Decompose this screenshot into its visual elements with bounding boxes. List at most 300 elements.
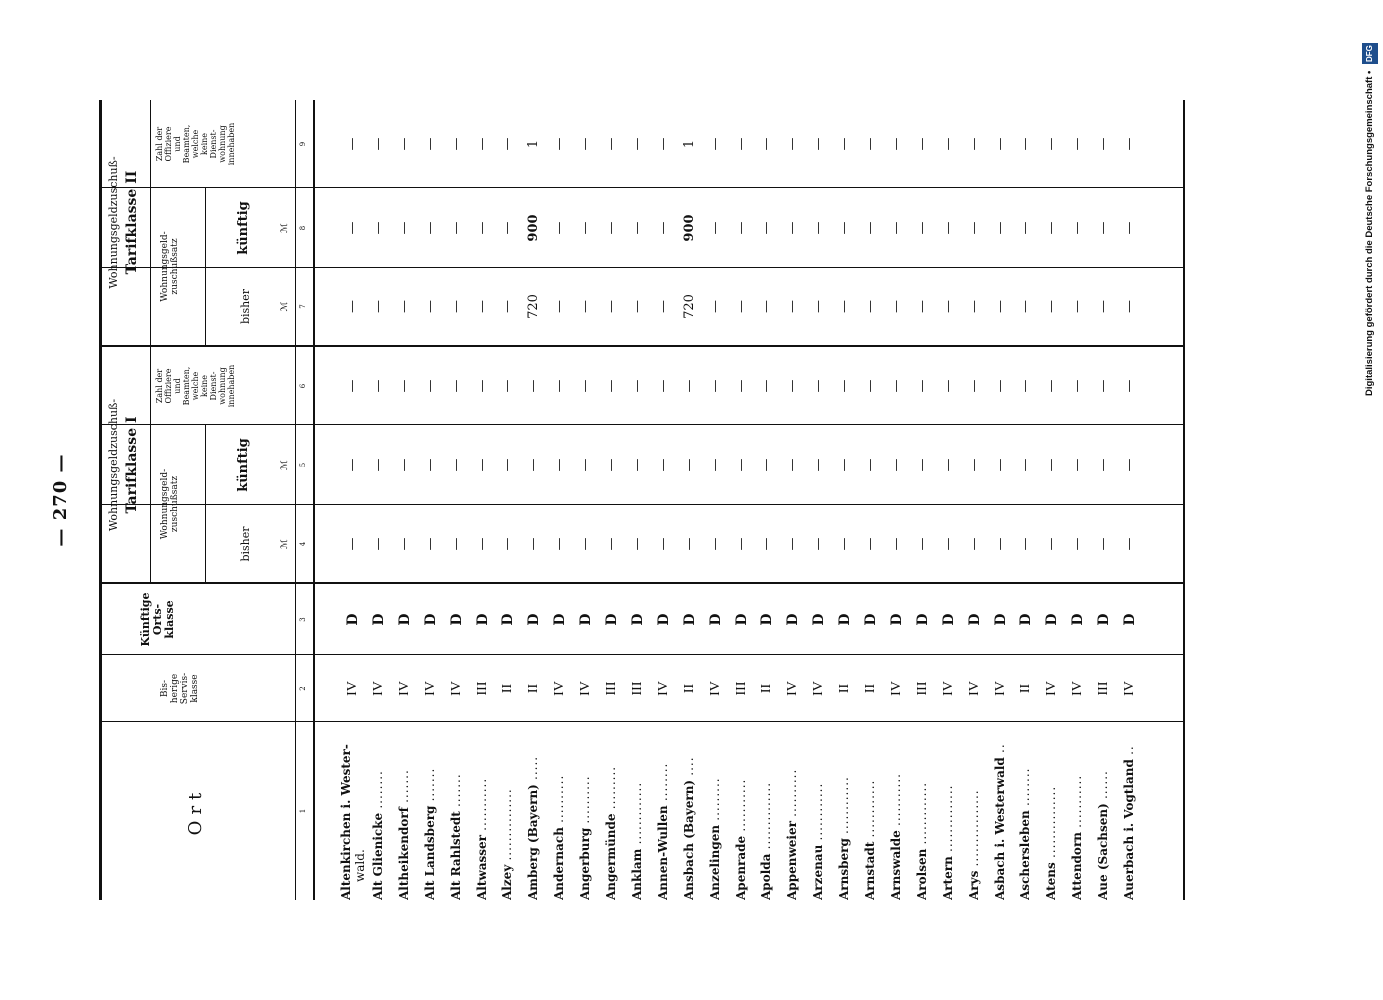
row-bisherige-klasse: IV (370, 681, 386, 696)
row-ort (397, 725, 411, 900)
colnum-4: 4 (299, 541, 307, 547)
row-t2-kuenftig-dash: — (863, 221, 878, 235)
row-t1-kuenftig-dash: — (655, 458, 671, 472)
row-ort-text: Angermünde (604, 813, 618, 900)
row-bisherige-klasse: II (500, 683, 516, 694)
row-t1-zahl-dash: — (785, 379, 801, 393)
row-ort-text: Altwasser (474, 835, 489, 900)
row-kuenftige-klasse: D (837, 613, 854, 626)
colnum-rule (295, 100, 296, 900)
row-t1-kuenftig-dash: — (526, 458, 542, 472)
row-t1-kuenftig-dash: — (1018, 458, 1034, 472)
row-t1-kuenftig-dash: — (863, 458, 878, 472)
row-bisherige-klasse: IV (422, 681, 438, 696)
row-leader-dots: ......... (604, 765, 618, 810)
row-leader-dots: ....... (396, 769, 411, 803)
row-t1-zahl-dash: — (914, 379, 930, 393)
colnum-1: 1 (299, 808, 307, 814)
row-ort-text: Alzey (500, 864, 515, 900)
row-t1-bisher-dash: — (914, 537, 930, 551)
row-leader-dots: .......... (578, 775, 593, 824)
row-t1-kuenftig-dash: — (888, 458, 904, 472)
row-t2-zahl-dash: — (1070, 137, 1086, 151)
row-t1-bisher-dash: — (422, 537, 438, 551)
row-kuenftige-klasse: D (629, 613, 646, 626)
row-kuenftige-klasse: D (707, 613, 724, 626)
row-t2-kuenftig-dash: — (422, 221, 438, 235)
row-t2-zahl-dash: — (707, 137, 723, 151)
row-t1-zahl-dash: — (448, 379, 464, 393)
row-ort (449, 725, 463, 900)
row-ort-text: Anzelingen (707, 824, 722, 900)
row-leader-dots: .......... (785, 768, 800, 817)
row-t2-bisher-dash: — (914, 300, 930, 313)
row-kuenftige-klasse: D (422, 613, 439, 626)
row-bisherige-klasse: IV (1122, 681, 1137, 696)
row-bisherige-klasse: III (474, 681, 490, 696)
row-t2-bisher-dash: — (655, 300, 671, 313)
row-t1-bisher-dash: — (500, 537, 516, 551)
row-t1-bisher-dash: — (448, 537, 464, 551)
row-ort-text: Atens (1044, 862, 1059, 900)
row-ort (682, 725, 696, 900)
row-t2-bisher-dash: — (940, 300, 956, 313)
row-t2-zahl-dash: — (811, 137, 827, 151)
row-bisherige-klasse: III (733, 681, 749, 696)
row-kuenftige-klasse: D (396, 613, 413, 626)
row-t1-kuenftig-dash: — (448, 458, 464, 472)
row-t2-kuenftig-dash: — (1070, 221, 1086, 235)
row-t1-zahl-dash: — (1018, 379, 1034, 393)
row-t1-zahl-dash: — (992, 379, 1008, 393)
row-t1-kuenftig-dash: — (345, 458, 360, 472)
row-ort (863, 725, 877, 900)
subhdr-rule-2 (205, 425, 206, 583)
row-t1-kuenftig-dash: — (811, 458, 827, 472)
row-t1-zahl-dash: — (707, 379, 723, 393)
row-t1-kuenftig-dash: — (552, 458, 568, 472)
row-ort (759, 725, 773, 900)
subhdr-rule-4 (205, 188, 206, 345)
row-t2-zahl-dash: — (837, 137, 853, 151)
row-kuenftige-klasse: D (474, 613, 491, 626)
row-t1-bisher-dash: — (1070, 537, 1086, 551)
row-ort-text: Appenweier (785, 821, 800, 900)
row-bisherige-klasse: IV (396, 681, 412, 696)
row-t2-zahl-dash: — (655, 137, 671, 151)
row-t1-bisher-dash: — (604, 537, 619, 551)
row-bisherige-klasse: IV (655, 681, 671, 696)
row-t2-kuenftig-dash: — (888, 221, 904, 235)
row-t1-zahl-dash: — (811, 379, 827, 393)
row-ort (578, 725, 592, 900)
row-ort (941, 725, 955, 900)
header-bisherige-klasse: Bis- herige Servis- klasse (160, 672, 200, 705)
row-t2-bisher-dash: — (422, 300, 438, 313)
row-t1-kuenftig-dash: — (370, 458, 386, 472)
row-t1-zahl-dash: — (370, 379, 386, 393)
row-kuenftige-klasse: D (370, 613, 387, 626)
row-t2-zahl-dash: — (396, 137, 412, 151)
row-t2-kuenftig-dash: — (500, 221, 516, 235)
row-ort (604, 725, 618, 900)
row-ort (630, 725, 644, 900)
side-note (1362, 6, 1378, 396)
row-t2-zahl-dash: — (992, 137, 1008, 151)
row-t1-zahl-dash: — (655, 379, 671, 393)
group1-sub: Tarifklasse I (124, 416, 140, 514)
row-bisherige-klasse: II (837, 683, 853, 694)
row-t1-bisher-dash: — (811, 537, 827, 551)
row-t1-kuenftig-dash: — (707, 458, 723, 472)
row-bisherige-klasse: III (629, 681, 645, 696)
row-t1-zahl-dash: — (940, 379, 956, 393)
row-t2-bisher: 720 (526, 294, 542, 319)
row-t2-kuenftig-dash: — (655, 221, 671, 235)
subhdr-rule-3 (150, 100, 151, 345)
group2-title: Wohnungsgeldzuschuß- (107, 156, 120, 289)
row-t1-kuenftig-dash: — (604, 458, 619, 472)
row-ort-text: Arys (966, 870, 981, 900)
row-t2-bisher-dash: — (604, 300, 619, 313)
row-t1-bisher-dash: — (940, 537, 956, 551)
colnum-3: 3 (299, 617, 307, 622)
row-t2-bisher-dash: — (837, 300, 853, 313)
group2-zahl: Zahl der Offiziere und Beamten, welche keine Dienst- wohnung innehaben (155, 122, 236, 166)
unit-4: ℳ (280, 539, 290, 549)
row-leader-dots: ............. (914, 781, 929, 845)
row-t2-kuenftig-dash: — (992, 221, 1008, 235)
row-t2-zahl-dash: — (1096, 137, 1112, 151)
row-bisherige-klasse: IV (345, 681, 360, 696)
colnum-9: 9 (299, 141, 307, 147)
row-t1-bisher-dash: — (1096, 537, 1112, 551)
row-leader-dots: ............ (837, 776, 852, 834)
row-t2-zahl-dash: — (785, 137, 801, 151)
row-t1-kuenftig-dash: — (759, 458, 775, 472)
row-ort-text: Ansbach (Bayern) (681, 779, 696, 900)
row-bisherige-klasse: IV (448, 681, 464, 696)
row-t2-zahl: 1 (681, 139, 697, 149)
row-ort-text: Attendorn (1070, 832, 1085, 900)
row-ort (1044, 725, 1058, 900)
row-ort (708, 725, 722, 900)
row-t2-kuenftig-dash: — (578, 221, 594, 235)
row-t2-bisher-dash: — (1044, 300, 1060, 313)
row-ort-text: Annen-Wullen (655, 805, 670, 900)
row-t2-kuenftig: 900 (526, 214, 542, 242)
row-kuenftige-klasse: D (966, 613, 983, 626)
row-ort-text: Asbach i. Westerwald (992, 757, 1007, 900)
row-t1-kuenftig-dash: — (500, 458, 516, 472)
row-leader-dots: ............... (1044, 785, 1059, 859)
row-ort-text: Auerbach i. Vogtland (1122, 759, 1136, 900)
row-t1-kuenftig-dash: — (1096, 458, 1112, 472)
row-leader-dots: ....... (448, 773, 463, 808)
header-ort: Ort (185, 786, 206, 836)
row-t1-zahl-dash: — (345, 379, 360, 393)
row-ort (526, 725, 540, 900)
row-kuenftige-klasse: D (914, 613, 931, 626)
row-bisherige-klasse: IV (940, 681, 956, 696)
row-bisherige-klasse: II (526, 683, 542, 694)
row-ort (371, 725, 385, 900)
row-kuenftige-klasse: D (733, 613, 750, 626)
row-t2-kuenftig-dash: — (707, 221, 723, 235)
group2-kuenftig: künftig (236, 201, 251, 255)
side-note-text: Digitalisierung gefördert durch die Deutsche Forschungsgemeinschaft • (1364, 70, 1375, 396)
row-t1-zahl-dash: — (578, 379, 594, 393)
row-ort-text: Arnsberg (837, 838, 852, 900)
row-kuenftige-klasse: D (604, 613, 620, 626)
row-t1-bisher-dash: — (655, 537, 671, 551)
row-t2-bisher-dash: — (1096, 300, 1112, 313)
group2-sub: Tarifklasse II (124, 170, 140, 275)
row-ort (1070, 725, 1084, 900)
row-bisherige-klasse: IV (1044, 681, 1060, 696)
row-leader-dots: ........... (733, 778, 748, 832)
row-t2-bisher: 720 (681, 294, 697, 319)
row-leader-dots: ....... (422, 767, 437, 802)
row-t1-kuenftig-dash: — (992, 458, 1008, 472)
row-ort (656, 725, 670, 900)
row-t1-zahl-dash: — (759, 379, 775, 393)
row-bisherige-klasse: IV (578, 681, 594, 696)
row-ort (500, 725, 514, 900)
row-t1-kuenftig-dash: — (1122, 458, 1137, 472)
row-t1-bisher-dash: — (785, 537, 801, 551)
row-bisherige-klasse: II (759, 683, 775, 694)
row-leader-dots: ........ (1018, 767, 1033, 807)
row-kuenftige-klasse: D (940, 613, 957, 626)
row-leader-dots: ..... (526, 755, 541, 780)
row-bisherige-klasse: II (863, 683, 878, 694)
row-t1-bisher-dash: — (733, 537, 749, 551)
row-t2-bisher-dash: — (1122, 300, 1137, 313)
row-t2-zahl-dash: — (733, 137, 749, 151)
row-t1-zahl-dash: — (422, 379, 438, 393)
row-t1-bisher-dash: — (396, 537, 412, 551)
row-t2-zahl-dash: — (1018, 137, 1034, 151)
row-t1-zahl-dash: — (604, 379, 619, 393)
row-t2-kuenftig-dash: — (1122, 221, 1137, 235)
row-t1-kuenftig-dash: — (474, 458, 490, 472)
row-t2-zahl-dash: — (345, 137, 360, 151)
row-ort-text: Anklam (629, 848, 644, 900)
row-bisherige-klasse: IV (888, 681, 904, 696)
row-leader-dots: ........... (474, 777, 489, 831)
row-kuenftige-klasse: D (811, 613, 828, 626)
row-ort-text: Amberg (Bayern) (526, 784, 541, 900)
row-t2-zahl-dash: — (370, 137, 386, 151)
row-t1-kuenftig-dash: — (914, 458, 930, 472)
row-t2-zahl-dash: — (1044, 137, 1060, 151)
row-t1-bisher-dash: — (707, 537, 723, 551)
row-leader-dots: ........... (888, 773, 903, 826)
row-t2-zahl-dash: — (552, 137, 568, 151)
row-t2-bisher-dash: — (966, 300, 982, 313)
row-ort (734, 725, 748, 900)
row-leader-dots: .............. (759, 781, 774, 850)
row-ort (475, 725, 489, 900)
row-ort-text: Alt Glienicke (370, 812, 385, 900)
row-bisherige-klasse: IV (811, 681, 827, 696)
row-kuenftige-klasse: D (1070, 613, 1087, 626)
row-t2-kuenftig-dash: — (785, 221, 801, 235)
row-t1-kuenftig-dash: — (578, 458, 594, 472)
row-t1-zahl-dash: — (526, 379, 542, 393)
row-leader-dots: ............ (863, 779, 877, 838)
row-kuenftige-klasse: D (526, 613, 543, 626)
row-t1-kuenftig-dash: — (940, 458, 956, 472)
row-kuenftige-klasse: D (552, 613, 569, 626)
header-bottom-rule (313, 100, 315, 900)
row-kuenftige-klasse: D (1122, 613, 1138, 626)
colnum-2: 2 (299, 686, 307, 691)
row-t1-bisher-dash: — (863, 537, 878, 551)
row-t1-kuenftig-dash: — (837, 458, 853, 472)
row-t1-bisher-dash: — (474, 537, 490, 551)
table-bottom-rule (1183, 100, 1185, 900)
row-t2-kuenftig-dash: — (604, 221, 619, 235)
row-kuenftige-klasse: D (1044, 613, 1061, 626)
row-kuenftige-klasse: D (992, 613, 1009, 626)
row-ort-text: Arolsen (914, 848, 929, 900)
row-t2-zahl-dash: — (914, 137, 930, 151)
row-t1-kuenftig-dash: — (785, 458, 801, 472)
row-t2-kuenftig-dash: — (1018, 221, 1034, 235)
row-t1-zahl-dash: — (396, 379, 412, 393)
unit-7: ℳ (280, 301, 290, 312)
row-kuenftige-klasse: D (448, 613, 465, 626)
group1-subheader: Wohnungsgeld- zuschußsatz (160, 468, 180, 540)
row-t1-bisher-dash: — (1122, 537, 1137, 551)
row-ort-text: Alt Landsberg (422, 805, 437, 900)
row-t2-zahl: 1 (526, 139, 542, 149)
row-ort-text: Apolda (759, 853, 774, 900)
row-ort-text: Alt Rahlstedt (448, 811, 463, 900)
row-t2-kuenftig: 900 (681, 214, 697, 242)
row-t2-kuenftig-dash: — (837, 221, 853, 235)
row-t1-zahl-dash: — (1096, 379, 1112, 393)
row-kuenftige-klasse: D (500, 613, 517, 626)
row-t1-bisher-dash: — (526, 537, 542, 551)
row-leader-dots: ................ (966, 789, 981, 867)
row-t1-bisher-dash: — (578, 537, 594, 551)
row-t1-bisher-dash: — (966, 537, 982, 551)
row-bisherige-klasse: III (914, 681, 930, 696)
row-t1-bisher-dash: — (992, 537, 1008, 551)
row-kuenftige-klasse: D (785, 613, 802, 626)
row-t2-kuenftig-dash: — (811, 221, 827, 235)
row-t1-zahl-dash: — (837, 379, 853, 393)
row-kuenftige-klasse: D (655, 613, 672, 626)
row-leader-dots: .. (992, 743, 1007, 753)
row-t1-zahl-dash: — (1044, 379, 1060, 393)
row-leader-dots: ............. (629, 781, 644, 845)
row-t2-kuenftig-dash: — (1044, 221, 1060, 235)
row-t2-zahl-dash: — (422, 137, 438, 151)
group1-kuenftig: künftig (236, 438, 251, 492)
row-t2-bisher-dash: — (629, 300, 645, 313)
row-leader-dots: ...... (1096, 770, 1111, 800)
row-t2-kuenftig-dash: — (914, 221, 930, 235)
row-kuenftige-klasse: D (681, 613, 698, 626)
row-t2-zahl-dash: — (1122, 137, 1137, 151)
unit-5: ℳ (280, 460, 290, 470)
row-t1-bisher-dash: — (552, 537, 568, 551)
colnum-8: 8 (299, 225, 307, 231)
row-ort-text: Andernach (552, 827, 567, 900)
row-t2-bisher-dash: — (448, 300, 464, 313)
dfg-logo: DFG (1362, 43, 1378, 64)
row-t1-bisher-dash: — (1018, 537, 1034, 551)
row-kuenftige-klasse: D (345, 613, 361, 626)
row-t1-kuenftig-dash: — (966, 458, 982, 472)
subhdr-rule-1 (150, 347, 151, 583)
row-bisherige-klasse: III (604, 681, 619, 696)
row-t1-zahl-dash: — (681, 379, 697, 393)
row-ort (423, 725, 437, 900)
row-ort-continuation: wald. (353, 849, 367, 882)
row-ort (993, 725, 1007, 900)
row-t2-bisher-dash: — (370, 300, 386, 313)
row-ort (552, 725, 566, 900)
unit-8: ℳ (280, 223, 290, 233)
row-ort-text: Aschersleben (1018, 810, 1033, 900)
row-t2-kuenftig-dash: — (396, 221, 412, 235)
row-leader-dots: ........... (1070, 774, 1085, 828)
group1-zahl: Zahl der Offiziere und Beamten, welche keine Dienst- wohnung innehaben (155, 364, 236, 408)
row-t2-bisher-dash: — (552, 300, 568, 313)
row-leader-dots: ............ (811, 782, 826, 841)
row-t2-kuenftig-dash: — (552, 221, 568, 235)
colnum-6: 6 (299, 383, 307, 389)
row-leader-dots: ............... (500, 788, 515, 861)
row-ort (967, 725, 981, 900)
row-ort (1096, 725, 1110, 900)
row-ort (1018, 725, 1032, 900)
row-t1-zahl-dash: — (733, 379, 749, 393)
group1-title: Wohnungsgeldzuschuß- (107, 398, 120, 532)
row-t2-kuenftig-dash: — (966, 221, 982, 235)
row-t1-kuenftig-dash: — (422, 458, 438, 472)
row-t2-kuenftig-dash: — (448, 221, 464, 235)
row-t1-bisher-dash: — (837, 537, 853, 551)
row-kuenftige-klasse: D (1096, 613, 1113, 626)
row-t2-bisher-dash: — (992, 300, 1008, 313)
row-leader-dots: .............. (940, 784, 955, 852)
row-t2-bisher-dash: — (888, 300, 904, 313)
row-bisherige-klasse: IV (1070, 681, 1086, 696)
page-number: — 270 — (50, 453, 71, 547)
row-t1-bisher-dash: — (345, 537, 360, 551)
row-leader-dots: ......... (707, 777, 722, 821)
row-bisherige-klasse: IV (992, 681, 1008, 696)
row-bisherige-klasse: IV (966, 681, 982, 696)
row-t1-zahl-dash: — (629, 379, 645, 393)
table-top-rule (99, 100, 102, 900)
row-t1-bisher-dash: — (629, 537, 645, 551)
row-t2-zahl-dash: — (940, 137, 956, 151)
row-ort (889, 725, 903, 900)
row-t2-kuenftig-dash: — (345, 221, 360, 235)
row-t2-kuenftig-dash: — (733, 221, 749, 235)
row-t2-kuenftig-dash: — (1096, 221, 1112, 235)
row-bisherige-klasse: IV (785, 681, 801, 696)
row-t1-kuenftig-dash: — (396, 458, 412, 472)
row-t2-bisher-dash: — (733, 300, 749, 313)
